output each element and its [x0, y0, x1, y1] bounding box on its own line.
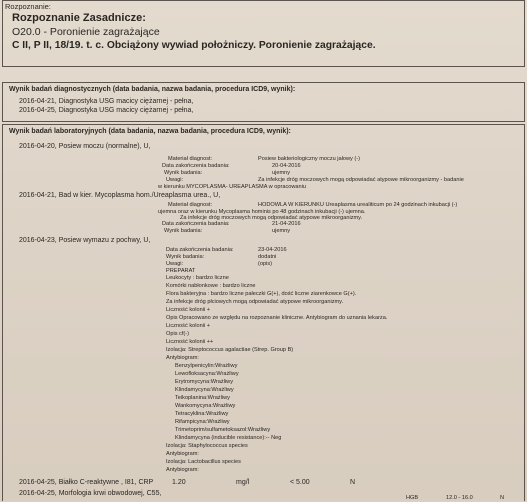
test-4-range: < 5.00	[290, 479, 310, 486]
test-1-result-label: Wynik badania:	[164, 170, 203, 176]
test-5-col: 12.0 - 16.0	[446, 495, 473, 501]
test-2-material-label: Materiał diagnost:	[168, 202, 213, 208]
test-3-notes-value: (opis)	[258, 261, 272, 267]
test-3-line: Izolacja: Streptococcus agalactiae (Strep. Group B)	[166, 347, 294, 353]
test-3-line: Flora bakteryjna : bardzo liczne pałeczki G(+), dość liczne ziarenkowce G(+).	[166, 291, 357, 297]
diagnosis-header: Rozpoznanie:	[5, 2, 51, 11]
test-3-line: Za infekcje dróg płciowych mogą odpowiadać atypowe mikroorganizmy.	[166, 299, 344, 305]
test-3-line: PREPARAT	[166, 268, 196, 274]
diagnosis-line-1: O20.0 - Poronienie zagrażające	[12, 26, 160, 38]
test-1-material-value: Posiew bakteriologiczny moczu jałowy (-)	[258, 156, 360, 162]
test-3-notes-label: Uwagi:	[166, 261, 184, 267]
test-1-date-value: 20-04-2016	[272, 163, 301, 169]
test-1-material-label: Materiał diagnost:	[168, 156, 213, 162]
test-2-result-value: ujemny	[272, 228, 291, 234]
test-5-title: 2016-04-25, Morfologia krwi obwodowej, C55,	[19, 490, 162, 497]
test-3-tail: Izolacja: Staphylococcus species	[166, 443, 248, 449]
test-3-title: 2016-04-23, Posiew wymazu z pochwy, U,	[19, 237, 151, 244]
test-3-date-value: 23-04-2016	[258, 247, 287, 253]
antibiogram-item: Tetracyklina:Wrażliwy	[175, 411, 229, 417]
test-1-notes-value-2: w kierunku MYCOPLASMA- UREAPLASMA w opracowaniu	[158, 184, 306, 190]
antibiogram-item: Erytromycyna:Wrażliwy	[175, 379, 234, 385]
antibiogram-item: Trimetoprim/sulfametoksazol:Wrażliwy	[175, 427, 271, 433]
diagnosis-title: Rozpoznanie Zasadnicze:	[12, 12, 146, 24]
test-2-material-value-2: ujemna oraz w kierunku Mycoplasma hominis po 48 godzinach inkubacji (-) ujemna.	[158, 209, 366, 215]
test-2-material-value: HODOWLA W KIERUNKU Ureaplasma urealiticum po 24 godzinach inkubacji (-)	[258, 202, 458, 208]
test-1-notes-value: Za infekcje dróg moczowych mogą odpowiadać atypowe mikroorganizmy - badanie	[258, 177, 464, 183]
test-3-line: Antybiogram:	[166, 355, 199, 361]
antibiogram-item: Benzylpenicylin:Wrażliwy	[175, 363, 238, 369]
test-3-line: Liczność kolonii ++	[166, 339, 214, 345]
test-3-result-value: dodatni	[258, 254, 277, 260]
test-5-col: N	[500, 495, 505, 501]
antibiogram-item: Klindamycyna:Wrażliwy	[175, 387, 234, 393]
antibiogram-item: Lewofloksacyna:Wrażliwy	[175, 371, 239, 377]
test-3-line: Opis cf(-)	[166, 331, 189, 337]
test-3-line: Opis Opracowano ze względu na rozpoznanie kliniczne. Antybiogram do uznania lekarza.	[166, 315, 388, 321]
test-5-col: HGB	[406, 495, 419, 501]
test-1-title: 2016-04-20, Posiew moczu (normalne), U,	[19, 143, 151, 150]
test-3-tail: Antybiogram:	[166, 451, 199, 457]
test-1-date-label: Data zakończenia badania:	[162, 163, 230, 169]
test-2-date-value: 21-04-2016	[272, 221, 301, 227]
diagnosis-line-2: C II, P II, 18/19. t. c. Obciążony wywiad położniczy. Poronienie zagrażające.	[12, 40, 376, 51]
antibiogram-item: Rifampicyna:Wrażliwy	[175, 419, 230, 425]
diagnostic-item-2: 2016-04-25, Diagnostyka USG macicy ciężarnej - pełna,	[19, 107, 194, 114]
test-4-flag: N	[350, 479, 356, 486]
lab-results-header: Wynik badań laboratoryjnych (data badania, nazwa badania, procedura ICD9, wynik):	[9, 128, 291, 135]
test-4-value: 1.20	[172, 479, 186, 486]
test-1-notes-label: Uwagi:	[166, 177, 184, 183]
antibiogram-item: Teikoplanina:Wrażliwy	[175, 395, 230, 401]
test-2-result-label: Wynik badania:	[164, 228, 203, 234]
test-3-date-label: Data zakończenia badania:	[166, 247, 234, 253]
diagnostic-item-1: 2016-04-21, Diagnostyka USG macicy ciężarnej - pełna,	[19, 98, 194, 105]
test-2-date-label: Data zakończenia badania:	[162, 221, 230, 227]
test-3-tail: Izolacja: Lactobacillus species	[166, 459, 241, 465]
test-3-line: Leukocyty : bardzo liczne	[166, 275, 229, 281]
test-1-result-value: ujemny	[272, 170, 291, 176]
test-4-unit: mg/l	[236, 479, 250, 486]
antibiogram-item: Wankomycyna:Wrażliwy	[175, 403, 236, 409]
test-3-tail: Antybiogram:	[166, 467, 199, 473]
test-3-result-label: Wynik badania:	[166, 254, 205, 260]
test-3-line: Liczność kolonii +	[166, 323, 210, 329]
test-3-line: Liczność kolonii +	[166, 307, 210, 313]
test-2-material-value-3: Za infekcje dróg moczowych mogą odpowiadać atypowe mikroorganizmy.	[180, 215, 363, 221]
test-4-title: 2016-04-25, Białko C-reaktywne , I81, CRP	[19, 479, 154, 486]
test-2-title: 2016-04-21, Bad w kier. Mycoplasma hom./Ureaplasma urea., U,	[19, 192, 221, 199]
diagnostic-results-header: Wynik badań diagnostycznych (data badania, nazwa badania, procedura ICD9, wynik):	[9, 86, 296, 93]
antibiogram-item: Klindamycyna (inducible resistance):-- Neg	[175, 435, 282, 441]
test-3-line: Komórki nabłonkowe : bardzo liczne	[166, 283, 256, 289]
